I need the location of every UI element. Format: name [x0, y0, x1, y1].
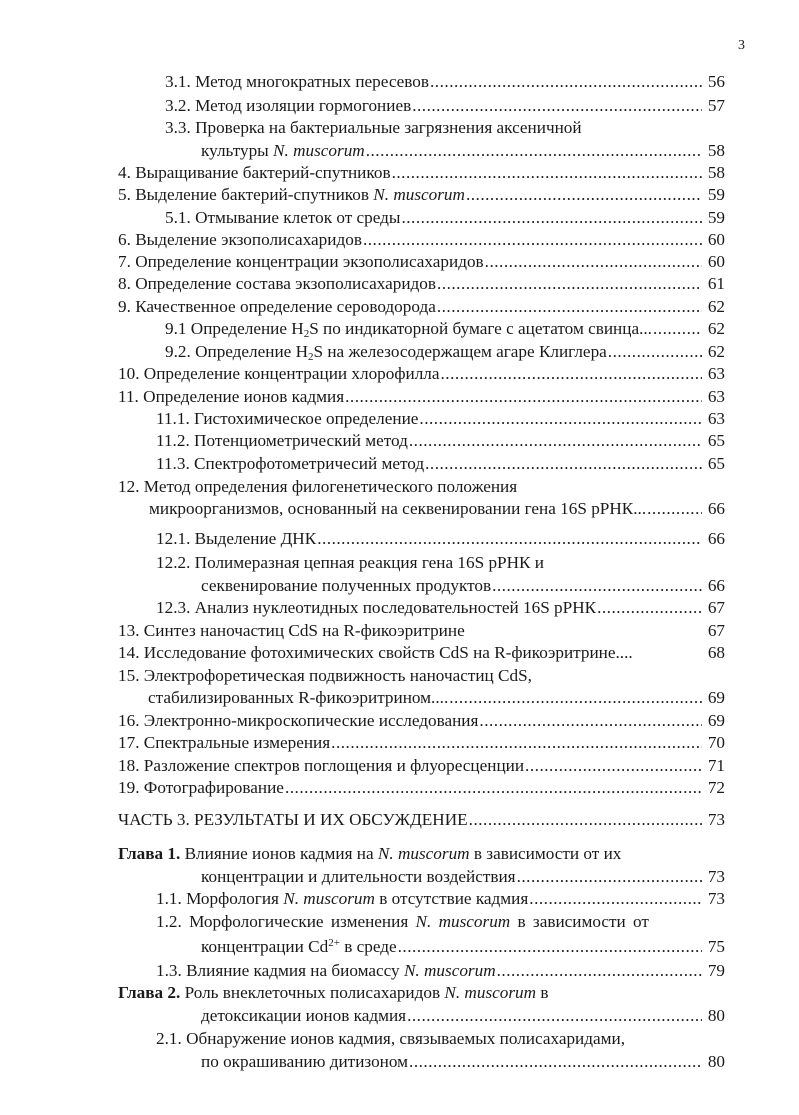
toc-entry: 11.1. Гистохимическое определение ..... 63	[156, 408, 725, 430]
toc-entry: 16. Электронно-микроскопические исследования ..... 69	[118, 710, 725, 732]
toc-entry: 6. Выделение экзополисахаридов ..... 60	[118, 229, 725, 251]
toc-entry: 9.2. Определение $H_2S$ на железосодержащем агаре Клиглера ..... 62	[165, 341, 725, 363]
toc-entry: 11.2. Потенциометрический метод ..... 65	[156, 430, 725, 452]
toc-chapter-heading: Глава 1. Влияние ионов кадмия на N. muscorum в зависимости от их	[118, 844, 622, 863]
toc-entry: 17. Спектральные измерения ..... 70	[118, 732, 725, 754]
toc-entry: 10. Определение концентрации хлорофилла ..... 63	[118, 363, 725, 385]
toc-entry-continuation: концентрации $Cd^{2+}$ в среде ..... 75	[201, 936, 725, 958]
toc-entry: 12.3. Анализ нуклеотидных последовательностей 16S рРНК ..... 67	[156, 597, 725, 619]
toc-entry-continuation: концентрации и длительности воздействия ..... 73	[201, 866, 725, 888]
toc-part-heading: ЧАСТЬ 3. РЕЗУЛЬТАТЫ И ИХ ОБСУЖДЕНИЕ ..... 73	[118, 809, 725, 831]
toc-entry: 7. Определение концентрации экзополисахаридов ..... 60	[118, 251, 725, 273]
toc-entry-continuation: секвенирование полученных продуктов ..... 66	[201, 575, 725, 597]
toc-entry: 12.2. Полимеразная цепная реакция гена 16S рРНК и	[156, 553, 544, 572]
toc-entry: 19. Фотографирование ..... 72	[118, 777, 725, 799]
toc-entry: 1.2. Морфологические изменения N. muscorum в зависимости от	[156, 912, 649, 931]
page-number: 3	[738, 38, 745, 53]
toc-entry: 14. Исследование фотохимических свойств CdS на R-фикоэритрине.... 68	[118, 643, 725, 662]
toc-entry: 15. Электрофоретическая подвижность наночастиц CdS,	[118, 666, 532, 685]
toc-entry: 1.3. Влияние кадмия на биомассу N. muscorum ..... 79	[156, 960, 725, 982]
toc-entry-continuation: детоксикации ионов кадмия ..... 80	[201, 1005, 725, 1027]
toc-entry: 12. Метод определения филогенетического положения	[118, 477, 518, 496]
toc-entry: 2.1. Обнаружение ионов кадмия, связываемых полисахаридами,	[156, 1029, 625, 1048]
toc-entry-continuation: микроорганизмов, основанный на секвенировании гена 16S рРНК... ..... 66	[149, 498, 725, 520]
toc-entry: 18. Разложение спектров поглощения и флуоресценции ..... 71	[118, 755, 725, 777]
toc-entry: 3.1. Метод многократных пересевов ..... 56	[165, 71, 725, 93]
toc-chapter-heading: Глава 2. Роль внеклеточных полисахаридов N. muscorum в	[118, 983, 549, 1002]
toc-entry: 13. Синтез наночастиц CdS на R-фикоэритрине 67	[118, 621, 725, 640]
toc-entry: 8. Определение состава экзополисахаридов ..... 61	[118, 273, 725, 295]
toc-entry: 5.1. Отмывание клеток от среды ..... 59	[165, 207, 725, 229]
toc-entry: 9.1 Определение $H_2S$ по индикаторной бумаге с ацетатом свинца... ..... 62	[165, 318, 725, 340]
toc-entry: 12.1. Выделение ДНК ..... 66	[156, 528, 725, 550]
toc-entry-continuation: по окрашиванию дитизоном ..... 80	[201, 1051, 725, 1073]
toc-entry-continuation: стабилизированных R-фикоэритрином.... ..... 69	[148, 687, 725, 709]
toc-entry: 1.1. Морфология N. muscorum в отсутствие кадмия ..... 73	[156, 888, 725, 910]
toc-entry: 3.3. Проверка на бактериальные загрязнения аксеничной	[165, 118, 582, 137]
toc-entry: 9. Качественное определение сероводорода ..... 62	[118, 296, 725, 318]
toc-entry: 5. Выделение бактерий-спутников N. muscorum ..... 59	[118, 184, 725, 206]
toc-entry: 3.2. Метод изоляции гормогониев ..... 57	[165, 95, 725, 117]
toc-entry-continuation: культуры N. muscorum ..... 58	[201, 140, 725, 162]
toc-entry: 11.3. Спектрофотометричесий метод ..... 65	[156, 453, 725, 475]
toc-entry: 4. Выращивание бактерий-спутников ..... 58	[118, 162, 725, 184]
toc-entry: 11. Определение ионов кадмия ..... 63	[118, 386, 725, 408]
